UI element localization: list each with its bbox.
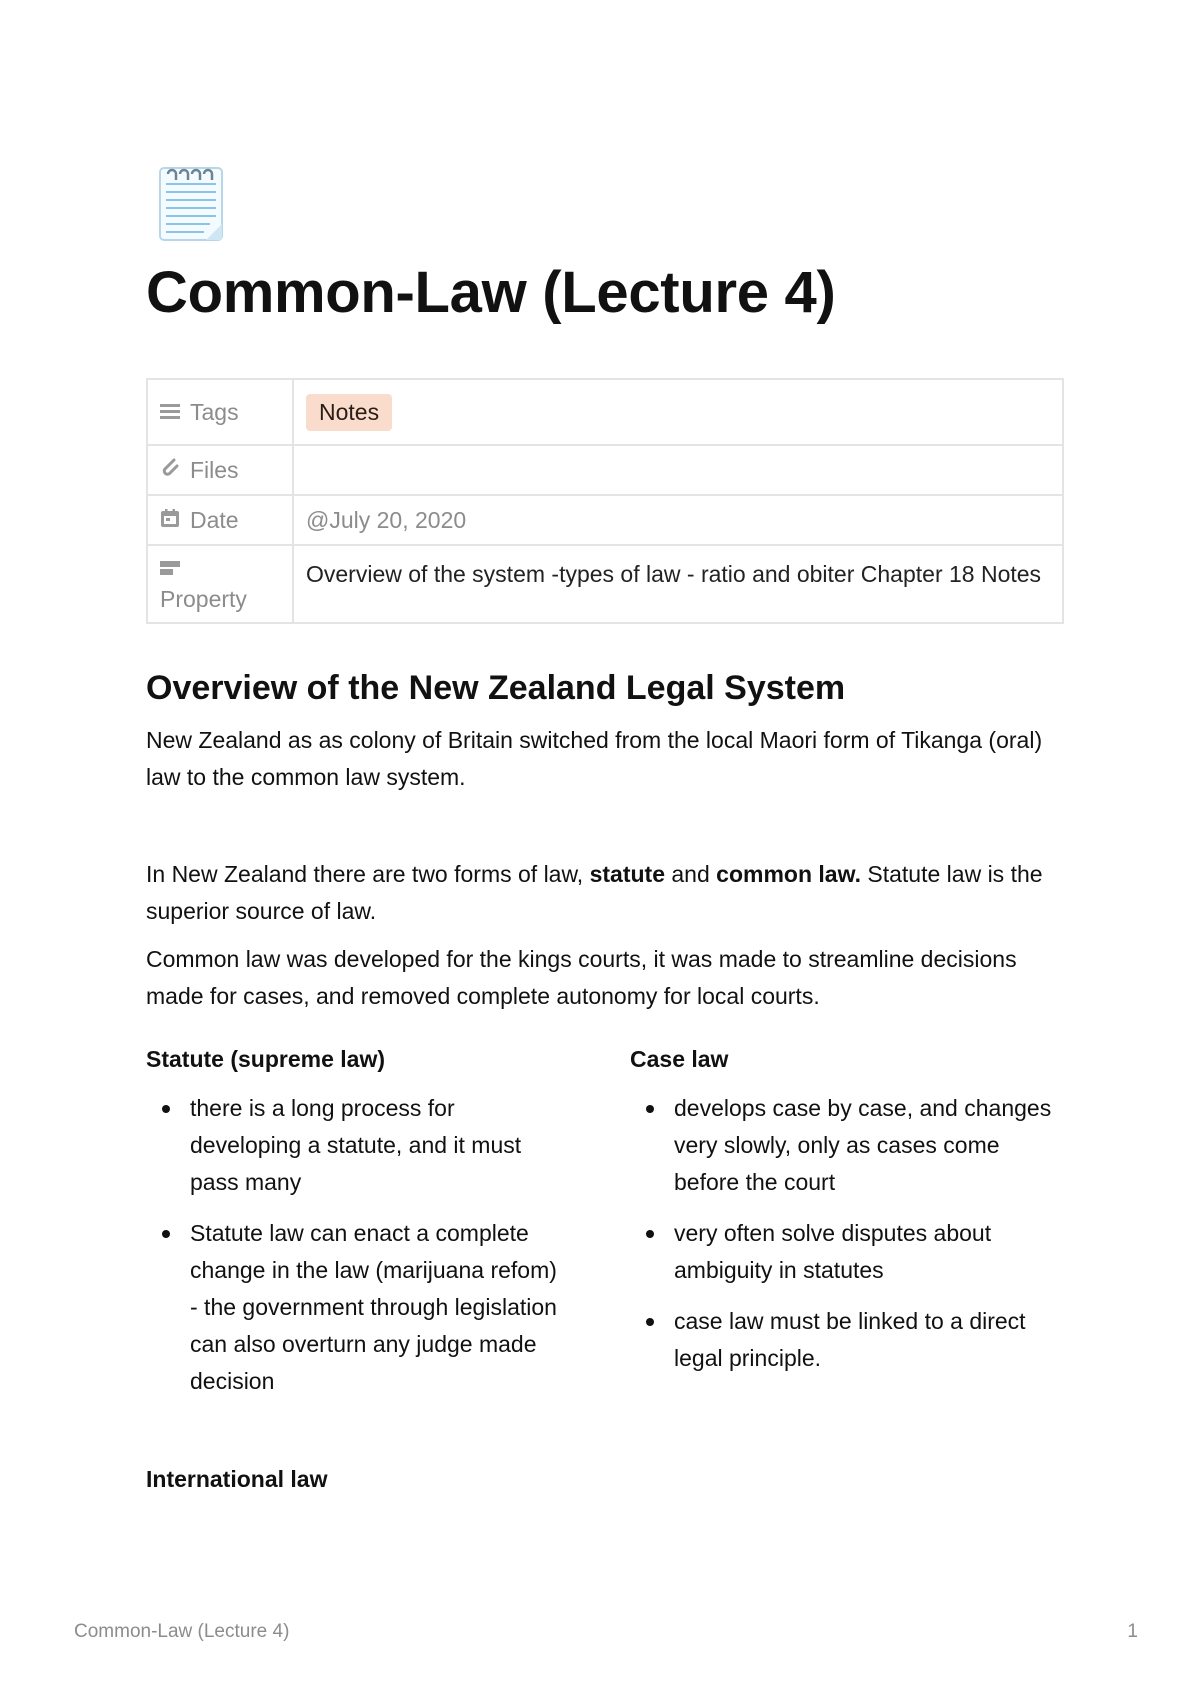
property-label-cell	[147, 495, 293, 545]
paperclip-icon	[160, 457, 190, 484]
property-label-property: Property	[160, 586, 247, 612]
page-title: Common-Law (Lecture 4)	[146, 260, 836, 325]
property-label-date: Date	[190, 506, 239, 533]
case-law-list	[630, 1090, 1066, 1391]
list-item: case law must be linked to a direct legal principle.	[630, 1303, 1066, 1377]
paragraph-text: Statute law is the superior source of law.	[146, 861, 1043, 924]
paragraph-colony: New Zealand as as colony of Britain switched from the local Maori form of Tikanga (oral) law to the common law system.	[146, 727, 1043, 790]
property-label-cell	[147, 545, 293, 623]
list-icon	[160, 399, 190, 426]
tag-chip-notes[interactable]: Notes	[306, 394, 392, 431]
paragraph-forms-of-law	[146, 856, 1066, 930]
spiral-notepad-icon	[158, 160, 224, 242]
property-row-property	[147, 545, 1063, 623]
property-label-tags: Tags	[190, 398, 239, 425]
list-item: Statute law can enact a complete change in the law (marijuana refom) - the government through legislation can also overturn any judge made decision	[146, 1215, 566, 1400]
paragraph-common-law-history: Common law was developed for the kings courts, it was made to streamline decisions made for cases, and removed complete autonomy for local courts.	[146, 946, 1017, 1009]
calendar-icon	[160, 507, 190, 534]
property-row-files	[147, 445, 1063, 495]
subheading-international-law: International law	[146, 1466, 328, 1492]
list-item: very often solve disputes about ambiguity in statutes	[630, 1215, 1066, 1289]
date-value[interactable]: @July 20, 2020	[306, 506, 467, 533]
bold-term-statute: statute	[589, 861, 665, 887]
property-label-cell	[147, 445, 293, 495]
paragraph-text: and	[665, 861, 717, 887]
column-heading-case-law: Case law	[630, 1046, 729, 1072]
property-label-files: Files	[190, 456, 239, 483]
page-number: 1	[1127, 1621, 1138, 1642]
property-value-cell[interactable]	[293, 379, 1063, 445]
statute-list	[146, 1090, 566, 1414]
property-value-cell[interactable]	[293, 495, 1063, 545]
footer-title: Common-Law (Lecture 4)	[74, 1621, 290, 1642]
property-label-cell	[147, 379, 293, 445]
property-value-property[interactable]: Overview of the system -types of law - ratio and obiter Chapter 18 Notes	[293, 545, 1063, 623]
text-property-icon	[160, 556, 292, 582]
column-heading-statute: Statute (supreme law)	[146, 1046, 385, 1072]
bold-term-common-law: common law.	[716, 861, 861, 887]
list-item: develops case by case, and changes very slowly, only as cases come before the court	[630, 1090, 1066, 1201]
paragraph-text: In New Zealand there are two forms of law,	[146, 861, 590, 887]
property-value-files[interactable]	[293, 445, 1063, 495]
list-item: there is a long process for developing a statute, and it must pass many	[146, 1090, 566, 1201]
properties-table	[146, 378, 1064, 624]
section-heading: Overview of the New Zealand Legal System	[146, 669, 846, 707]
property-row-date	[147, 495, 1063, 545]
property-row-tags	[147, 379, 1063, 445]
